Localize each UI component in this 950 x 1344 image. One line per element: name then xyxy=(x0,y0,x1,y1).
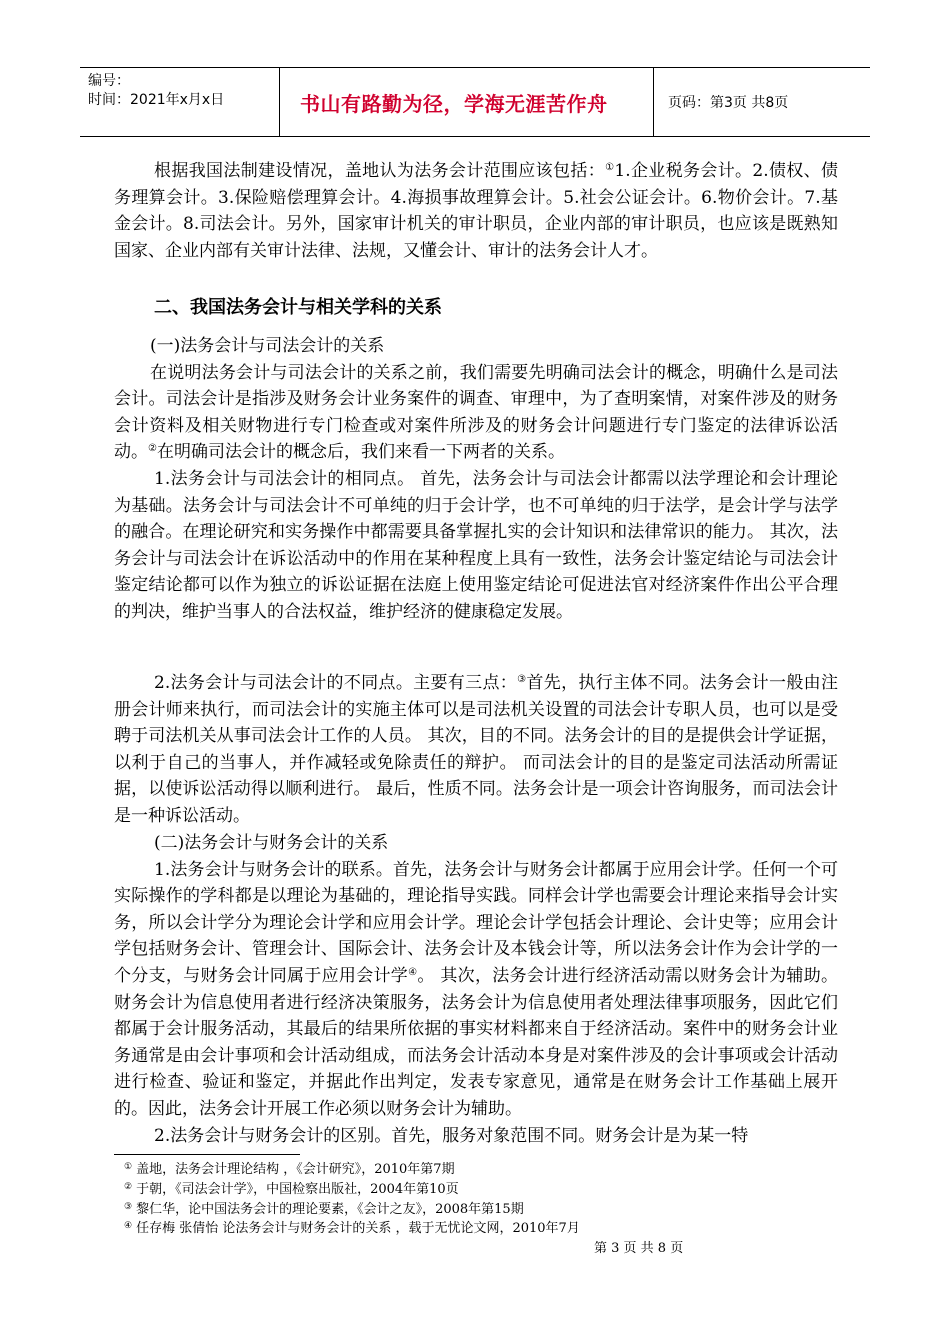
page-footer: 第 3 页 共 8 页 xyxy=(594,1241,684,1256)
footnote-mark: ① xyxy=(124,1162,133,1172)
header-meta xyxy=(80,68,280,136)
p5-text-cont: 。 其次，法务会计进行经济活动需以财务会计为辅助。财务会计为信息使用者进行经济决策服务，法务会计为信息使用者处理法律事项服务，因此它们都属于会计服务活动，其最后的结果所依据的事实材料都来自于经济活动。案件中的财务会计业务通常是由会计事项和会计活动组成，而法务会计活动本身是对案件涉及的会计事项或会计活动进行检查、验证和鉴定，并据此作出判定，发表专家意见，通常是在财务会计工作基础上展开的。因此，法务会计开展工作必须以财务会计为辅助。 xyxy=(114,965,838,1119)
paragraph-similarities: 1.法务会计与司法会计的相同点。 首先，法务会计与司法会计都需以法学理论和会计理论为基础。法务会计与司法会计不可单纯的归于会计学，也不可单纯的归于法学，是会计学与法学的融合。在理论研究和实务操作中都需要具备掌握扎实的会计知识和法律常识的能力。 其次，法务会计与司法会计在诉讼活动中的作用在某种程度上具有一致性，法务会计鉴定结论与司法会计鉴定结论都可以作为独立的诉讼证据在法庭上使用鉴定结论可促进法官对经济案件作出公平合理的判决，维护当事人的合法权益，维护经济的健康稳定发展。 xyxy=(114,468,838,622)
subheading-one: (一)法务会计与司法会计的关系 xyxy=(150,336,385,356)
footnote-text: 黎仁华，论中国法务会计的理论要素，《会计之友》，2008年第15期 xyxy=(136,1201,524,1217)
footnote-item xyxy=(124,1219,580,1239)
p5-text: 1.法务会计与财务会计的联系。首先，法务会计与财务会计都属于应用会计学。任何一个可实际操作的学科都是以理论为基础的，理论指导实践。同样会计学也需要会计理论来指导会计实务，所以会计学分为理论会计学和应用会计学。理论会计学包括会计理论、会计史等；应用会计学包括财务会计、管理会计、国际会计、法务会计及本钱会计等，所以法务会计作为会计学的一个分支，与财务会计同属于应用会计学 xyxy=(114,859,838,986)
footnote-text: 盖地，法务会计理论结构 ，《会计研究》，2010年第7期 xyxy=(136,1162,455,1177)
section-differences-block xyxy=(114,670,838,830)
paragraph-intro xyxy=(114,158,838,264)
page-header xyxy=(80,67,870,137)
subheading-two: (二)法务会计与财务会计的关系 xyxy=(154,833,389,853)
section-one-block xyxy=(114,333,838,626)
footnote-ref-1: ① xyxy=(605,162,615,173)
header-page-info: 页码：第3页 共8页 xyxy=(668,95,789,111)
footnote-mark: ③ xyxy=(124,1201,133,1212)
footnote-mark: ④ xyxy=(124,1221,133,1232)
footnote-ref-4: ④ xyxy=(408,966,418,978)
p2-text: 在说明法务会计与司法会计的关系之前，我们需要先明确司法会计的概念，明确什么是司法会计。司法会计是指涉及财务会计业务案件的调查、审理中，为了查明案情，对案件涉及的财务会计资料及相关财物进行专门检查或对案件所涉及的财务会计问题进行专门鉴定的法律诉讼活动。 xyxy=(114,362,838,463)
p1-text: 根据我国法制建设情况，盖地认为法务会计范围应该包括： xyxy=(154,161,606,181)
p2-text-cont: 在明确司法会计的概念后，我们来看一下两者的关系。 xyxy=(156,442,565,463)
header-number-label: 编号： xyxy=(88,73,130,89)
section-heading: 二、我国法务会计与相关学科的关系 xyxy=(154,297,442,318)
footnote-text: 任存梅 张倩怡 论法务会计与财务会计的关系 ，载于无忧论文网，2010年7月 xyxy=(136,1221,580,1237)
p4-text-cont: 首先，执行主体不同。法务会计一般由注册会计师来执行，而司法会计的实施主体可以是司法机关设置的司法会计专职人员，也可以是受聘于司法机关从事司法会计工作的人员。 其次，目的不同。法务会计的目的是提供会计学证据，以利于自己的当事人，并作减轻或免除责任的辩护。 而司法会计的目的是鉴定司法活动所需证据，以使诉讼活动得以顺利进行。 最后，性质不同。法务会计是一项会计咨询服务，而司法会计是一种诉讼活动。 xyxy=(114,673,838,826)
paragraph-differences-fin: 2.法务会计与财务会计的区别。首先，服务对象范围不同。财务会计是为某一特 xyxy=(154,1125,749,1146)
footnote-separator xyxy=(114,1154,300,1155)
footnote-item xyxy=(124,1160,580,1180)
p1-text-cont: 1.企业税务会计。2.债权、债务理算会计。3.保险赔偿理算会计。4.海损事故理算会计。5.社会公证会计。6.物价会计。7.基金会计。8.司法会计。另外，国家审计机关的审计职员，企业内部的审计职员，也应该是既熟知国家、企业内部有关审计法律、法规，又懂会计、审计的法务会计人才。 xyxy=(114,161,839,261)
header-time-label: 时间：2021年x月x日 xyxy=(88,92,225,108)
p4-text: 2.法务会计与司法会计的不同点。主要有三点： xyxy=(154,673,518,693)
section-two-block xyxy=(114,830,838,1149)
footnote-mark: ② xyxy=(124,1181,133,1192)
footnote-text: 于朝，《司法会计学》，中国检察出版社，2004年第10页 xyxy=(136,1181,459,1197)
footnote-item xyxy=(124,1200,580,1220)
footnote-item xyxy=(124,1180,580,1200)
header-motto: 书山有路勤为径，学海无涯苦作舟 xyxy=(300,91,608,116)
footnote-ref-2: ② xyxy=(148,443,157,455)
header-motto-cell xyxy=(280,68,654,136)
footnote-ref-3: ③ xyxy=(517,674,527,685)
footnotes xyxy=(124,1160,580,1239)
